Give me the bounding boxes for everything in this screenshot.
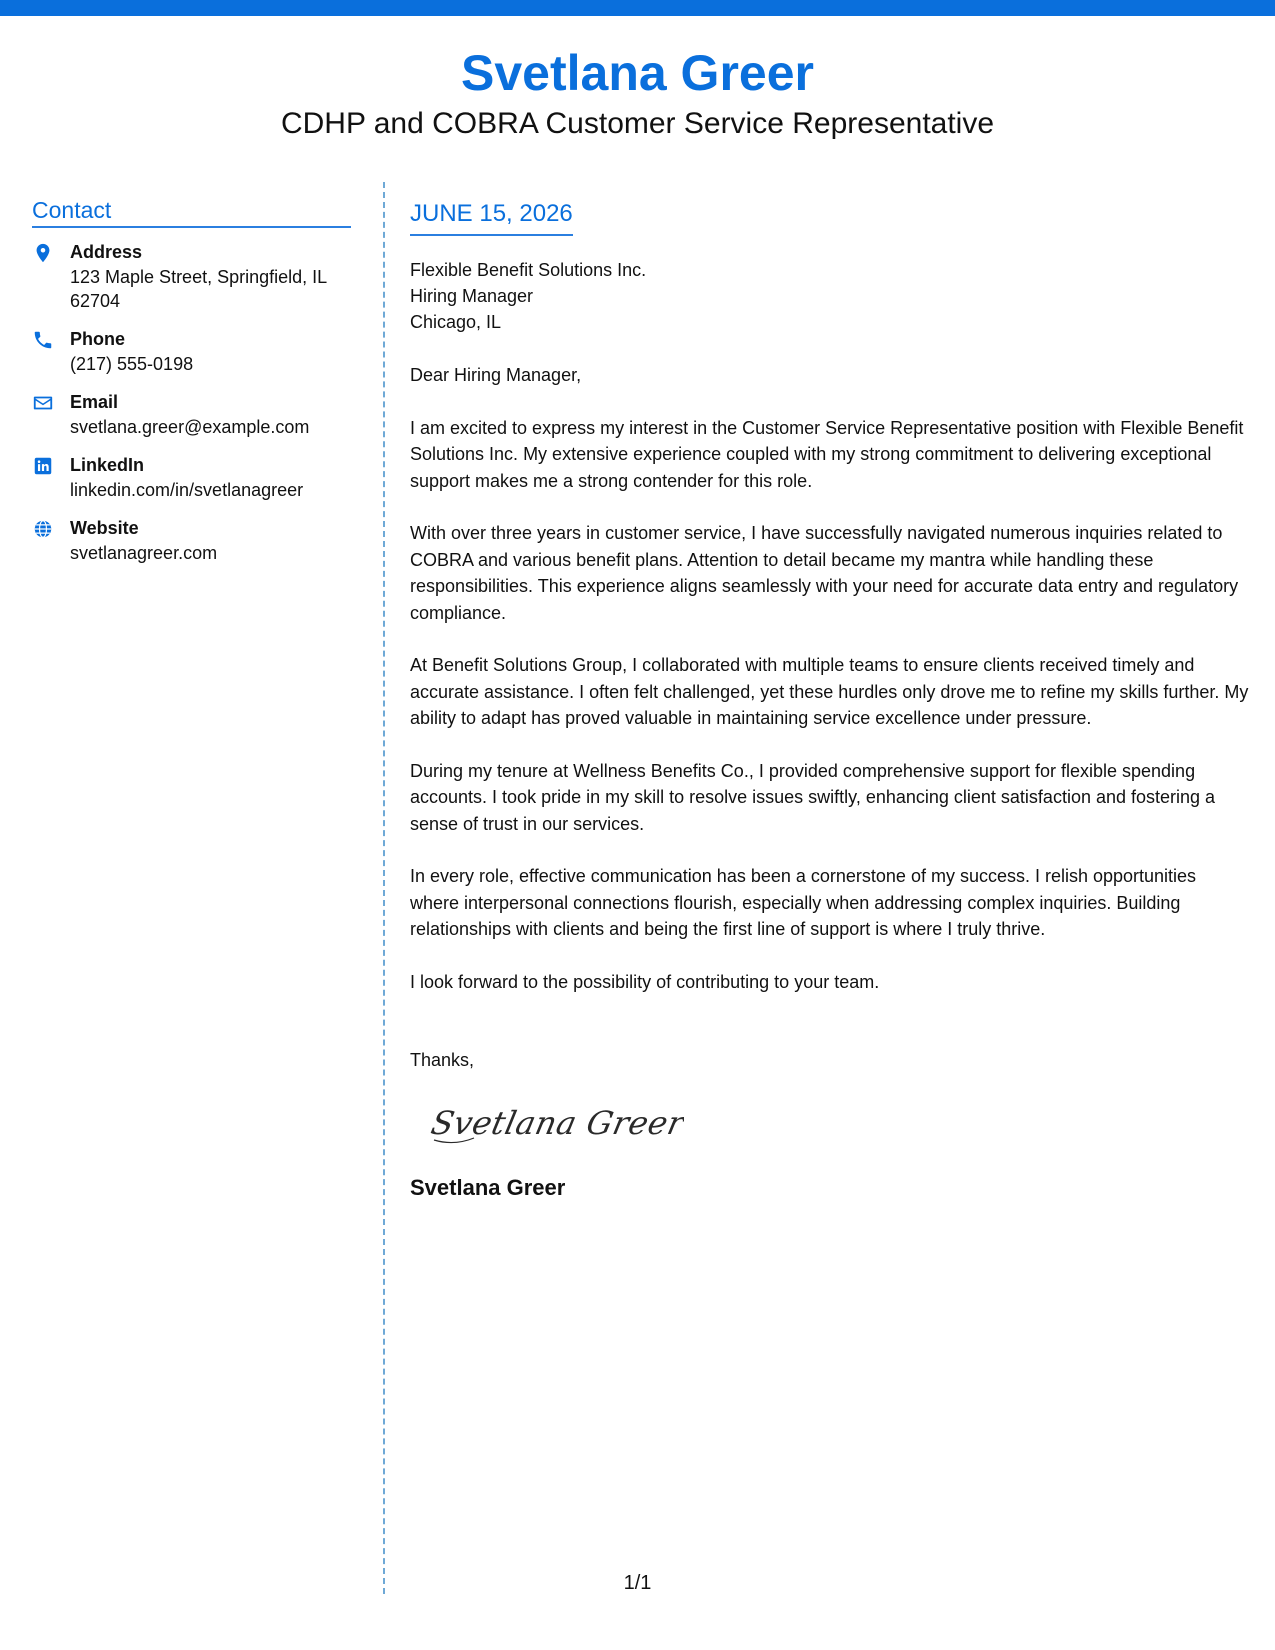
letter-date: JUNE 15, 2026 bbox=[410, 198, 573, 236]
contact-label: Address bbox=[70, 242, 143, 262]
globe-icon bbox=[32, 518, 54, 540]
letter-paragraph: At Benefit Solutions Group, I collaborated with multiple teams to ensure clients received timely and accurate assistance. I often felt challenged, yet these hurdles only drove me to refine my skills further. My ability to adapt has proved valuable in maintaining service excellence under pressure. bbox=[410, 655, 1249, 728]
phone-icon bbox=[32, 329, 54, 351]
letter-paragraph: During my tenure at Wellness Benefits Co., I provided comprehensive support for flexible spending accounts. I took pride in my skill to resolve issues swiftly, enhancing client satisfaction and fostering a sense of trust in our services. bbox=[410, 760, 1216, 834]
letter-paragraph: With over three years in customer service, I have successfully navigated numerous inquiries related to COBRA and various benefit plans. Attention to detail became my mantra while handling these responsibilities. This experience aligns seamlessly with your need for accurate data entry and regulatory compliance. bbox=[410, 523, 1239, 623]
contact-sidebar bbox=[32, 196, 351, 579]
signer-name: Svetlana Greer bbox=[410, 1174, 566, 1200]
letter-paragraph: I am excited to express my interest in the Customer Service Representative position with Flexible Benefit Solutions Inc. My extensive experience coupled with my strong commitment to delivering exceptional support makes me a strong contender for this role. bbox=[410, 417, 1244, 491]
applicant-name: Svetlana Greer bbox=[461, 45, 814, 101]
contact-label: Email bbox=[70, 392, 119, 412]
letter-paragraph: I look forward to the possibility of contributing to your team. bbox=[410, 971, 880, 992]
contact-value-line: 62704 bbox=[70, 291, 121, 311]
contact-label: LinkedIn bbox=[70, 455, 145, 475]
contact-list bbox=[32, 240, 351, 565]
letter-paragraph: In every role, effective communication has been a cornerstone of my success. I relish opportunities where interpersonal connections flourish, especially when addressing complex inquiries. Building relationships with clients and being the first line of support is where I truly thrive. bbox=[410, 866, 1197, 939]
column-divider bbox=[383, 182, 385, 1594]
email-icon bbox=[32, 392, 54, 414]
contact-value-line: svetlanagreer.com bbox=[70, 543, 218, 563]
contact-label: Website bbox=[70, 518, 139, 538]
contact-item-address bbox=[32, 240, 351, 313]
handwritten-signature bbox=[424, 1094, 684, 1154]
top-accent-bar bbox=[0, 0, 1275, 16]
recipient-line: Flexible Benefit Solutions Inc. bbox=[410, 260, 647, 280]
recipient-line: Chicago, IL bbox=[410, 312, 502, 332]
contact-heading: Contact bbox=[32, 196, 351, 228]
recipient-block bbox=[410, 257, 1250, 335]
svg-text:Svetlana Greer: Svetlana Greer bbox=[427, 1103, 684, 1142]
closing: Thanks, bbox=[410, 1050, 475, 1070]
job-title: CDHP and COBRA Customer Service Representative bbox=[280, 107, 995, 140]
contact-item-phone bbox=[32, 327, 351, 376]
contact-value-line: 123 Maple Street, Springfield, IL bbox=[70, 267, 328, 287]
contact-value-line: svetlana.greer@example.com bbox=[70, 417, 310, 437]
letter-body bbox=[410, 198, 1250, 1203]
linkedin-icon bbox=[32, 455, 54, 477]
contact-item-website bbox=[32, 516, 351, 565]
contact-label: Phone bbox=[70, 329, 126, 349]
contact-item-linkedin bbox=[32, 453, 351, 502]
contact-value-line: linkedin.com/in/svetlanagreer bbox=[70, 480, 304, 500]
document-header bbox=[0, 40, 1275, 144]
page-number: 1/1 bbox=[623, 1572, 652, 1594]
map-pin-icon bbox=[32, 242, 54, 264]
recipient-line: Hiring Manager bbox=[410, 286, 534, 306]
salutation: Dear Hiring Manager, bbox=[410, 365, 582, 385]
contact-item-email bbox=[32, 390, 351, 439]
contact-value-line: (217) 555-0198 bbox=[70, 354, 194, 374]
